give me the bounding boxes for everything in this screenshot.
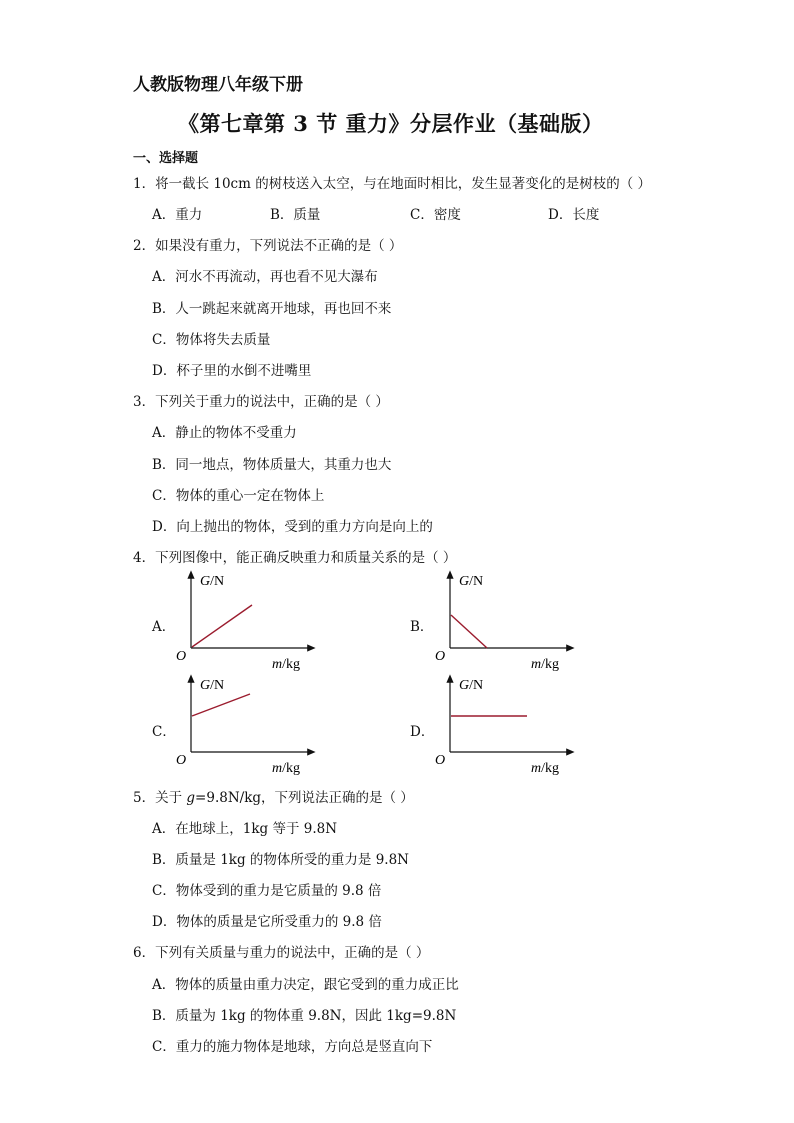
- graph-c-line: [192, 694, 250, 716]
- question-6-option-c: C．重力的施力物体是地球，方向总是竖直向下: [152, 1039, 433, 1055]
- question-2-option-c: C．物体将失去质量: [152, 332, 271, 348]
- question-1-option-b: B．质量: [270, 207, 321, 223]
- question-6-option-b: B．质量为 1kg 的物体重 9.8N，因此 1kg=9.8N: [152, 1008, 457, 1024]
- question-1-option-d: D．长度: [548, 207, 600, 223]
- question-5-option-b: B．质量是 1kg 的物体所受的重力是 9.8N: [152, 852, 409, 868]
- graph-c-origin: O: [176, 753, 187, 768]
- question-6-stem: 6．下列有关质量与重力的说法中，正确的是（ ）: [133, 945, 430, 961]
- graph-b-x-label: m/kg: [531, 657, 560, 672]
- graph-d-origin: O: [435, 753, 446, 768]
- question-4-option-a: A．: [152, 619, 176, 635]
- graph-a: [172, 570, 322, 676]
- question-5-option-d: D．物体的质量是它所受重力的 9.8 倍: [152, 914, 382, 930]
- question-2-option-a: A．河水不再流动，再也看不见大瀑布: [152, 269, 378, 285]
- question-6-option-a: A．物体的质量由重力决定，跟它受到的重力成正比: [152, 977, 459, 993]
- question-5-option-a: A．在地球上，1kg 等于 9.8N: [152, 821, 338, 837]
- question-3-option-b: B．同一地点，物体质量大，其重力也大: [152, 457, 392, 473]
- question-3-stem: 3．下列关于重力的说法中，正确的是（ ）: [133, 394, 389, 410]
- graph-a-origin: O: [176, 649, 187, 664]
- question-4-stem: 4．下列图像中，能正确反映重力和质量关系的是（ ）: [133, 550, 457, 566]
- graph-d: [431, 674, 581, 780]
- graph-b: [431, 570, 581, 676]
- page-title: 《第七章第 3 节 重力》分层作业（基础版）: [178, 111, 604, 136]
- question-3-option-c: C．物体的重心一定在物体上: [152, 488, 325, 504]
- graph-b-origin: O: [435, 649, 446, 664]
- question-2-option-b: B．人一跳起来就离开地球，再也回不来: [152, 301, 392, 317]
- question-3-option-a: A．静止的物体不受重力: [152, 425, 297, 441]
- question-1-option-c: C．密度: [410, 207, 461, 223]
- graph-a-line: [192, 605, 252, 647]
- question-1-option-a: A．重力: [152, 207, 203, 223]
- question-4-option-d: D．: [410, 724, 435, 740]
- graph-d-y-label: G/N: [459, 678, 484, 693]
- graph-c-y-label: G/N: [200, 678, 225, 693]
- question-5-stem: 5．关于 g=9.8N/kg，下列说法正确的是（ ）: [133, 790, 414, 806]
- graph-a-x-label: m/kg: [272, 657, 301, 672]
- question-4-option-b: B．: [410, 619, 434, 635]
- graph-a-y-label: G/N: [200, 574, 225, 589]
- question-4-option-c: C．: [152, 724, 176, 740]
- graph-b-y-label: G/N: [459, 574, 484, 589]
- question-5-option-c: C．物体受到的重力是它质量的 9.8 倍: [152, 883, 382, 899]
- graph-c: [172, 674, 322, 780]
- question-2-option-d: D．杯子里的水倒不进嘴里: [152, 363, 312, 379]
- graph-b-line: [451, 615, 487, 648]
- graph-c-x-label: m/kg: [272, 761, 301, 776]
- section-heading: 一、选择题: [133, 151, 199, 166]
- question-2-stem: 2．如果没有重力，下列说法不正确的是（ ）: [133, 238, 403, 254]
- question-3-option-d: D．向上抛出的物体，受到的重力方向是向上的: [152, 519, 433, 535]
- question-1-stem: 1．将一截长 10cm 的树枝送入太空，与在地面时相比，发生显著变化的是树枝的（ ）: [133, 176, 652, 192]
- graph-d-x-label: m/kg: [531, 761, 560, 776]
- document-header: 人教版物理八年级下册: [133, 75, 303, 95]
